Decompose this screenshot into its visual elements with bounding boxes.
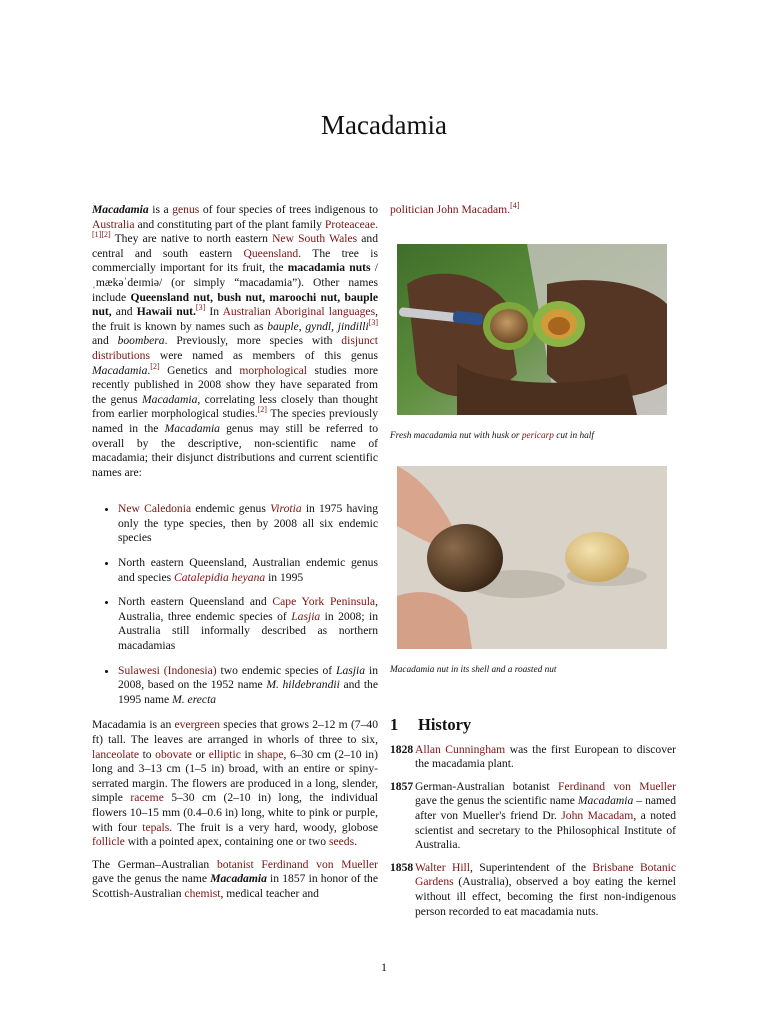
link-follicle[interactable]: follicle [92, 835, 125, 849]
link-allan-cunningham[interactable]: Allan Cunningham [415, 742, 506, 756]
left-column [92, 203, 378, 902]
link-queensland[interactable]: Queensland [243, 246, 299, 260]
ref-3[interactable]: [3] [195, 303, 206, 313]
list-item: • North eastern Queensland and Cape York Peninsula, Australia, three endemic species of Lasjia in 2008; in Australia still informally described as northern macadamias [118, 595, 378, 653]
history-entry-1858: 1858 Walter Hill, Superintendent of the Brisbane Botanic Gardens (Australia), observed a boy eating the kernel without ill effect, becoming the first non-indigenous person recorded to eat macadamia nuts. [390, 860, 677, 918]
link-brisbane-botanic-gardens[interactable]: Brisbane Botanic Gardens [415, 860, 677, 889]
link-walter-hill[interactable]: Walter Hill [415, 860, 471, 874]
link-disjunct-distributions[interactable]: disjunct distributions [92, 334, 379, 362]
link-botanist-mueller[interactable]: botanist Ferdinand von Mueller [216, 857, 378, 871]
ref-1-2[interactable]: [1][2] [92, 230, 111, 240]
page-title: Macadamia [321, 110, 447, 140]
intro-paragraph: Macadamia is a genus of four species of trees indigenous to Australia and constituting part of the plant family Proteaceae.[1][2] They are native to north eastern New South Wales and central and south eastern Queensland. The tree is commercially important for its fruit, the macadamia nuts /ˌmækəˈdeɪmiə/ (or simply “macadamia”). Other names include Queensland nut, bush nut, maroochi nut, bauple nut, and Hawaii nut.[3] In Australian Aboriginal languages, the fruit is known by names such as bauple, gyndl, jindilli[3] and boombera. Previously, more species with disjunct distributions were named as members of this genus Macadamia.[2] Genetics and morphological studies more recently published in 2008 show they have separated from the genus Macadamia, correlating less closely than thought from earlier morphological studies.[2] The species previously named in the Macadamia genus may still be referred to overall by the descriptive, non-scientific name of macadamia; their disjunct distributions and current scientific names are: [92, 203, 379, 479]
link-chemist[interactable]: chemist [184, 886, 221, 900]
link-tepals[interactable]: tepals [142, 820, 170, 834]
term: Macadamia [92, 203, 149, 216]
list-item: • New Caledonia endemic genus Virotia in 1975 having only the type species, then by 2008 all six endemic species [118, 502, 378, 546]
ref-3b[interactable]: [3] [368, 317, 378, 327]
ref-4[interactable]: [4] [510, 201, 520, 211]
list-item: • North eastern Queensland, Australian endemic genus and species Catalepidia heyana in 1995 [118, 556, 378, 585]
link-lasjia[interactable]: Lasjia [291, 609, 321, 623]
link-pericarp[interactable]: pericarp [521, 431, 554, 442]
figure-caption-2: Macadamia nut in its shell and a roasted nut [390, 665, 557, 676]
ref-2b[interactable]: [2] [257, 405, 267, 415]
link-virotia[interactable]: Virotia [270, 502, 302, 516]
link-sulawesi[interactable]: Sulawesi (Indonesia) [118, 663, 217, 677]
link-genus[interactable]: genus [172, 203, 200, 216]
link-ferdinand-von-mueller[interactable]: Ferdinand von Mueller [558, 779, 676, 793]
figure-husk-nut [390, 244, 667, 444]
photo-shell-roasted-nut[interactable] [397, 466, 667, 649]
figure-caption-1: Fresh macadamia nut with husk or pericarp cut in half [390, 431, 594, 442]
link-aboriginal-languages[interactable]: Australian Aboriginal languages [222, 305, 376, 319]
right-column [390, 203, 676, 927]
list-item: • Sulawesi (Indonesia) two endemic species of Lasjia in 2008, based on the 1952 name M. hildebrandii and the 1995 name M. erecta [118, 664, 378, 708]
history-entry-1857: 1857 German-Australian botanist Ferdinand von Mueller gave the genus the scientific name Macadamia – named after von Mueller's friend Dr. John Macadam, a noted scientist and secretary to the Philosophical Institute of Australia. [390, 779, 676, 852]
species-list [92, 502, 378, 707]
link-evergreen[interactable]: evergreen [174, 718, 221, 732]
description-paragraph: Macadamia is an evergreen species that grows 2–12 m (7–40 ft) tall. The leaves are arranged in whorls of three to six, lanceolate to obovate or elliptic in shape, 6–30 cm (2–10 in) long and 3–13 cm (1–5 in) broad, with an entire or spiny-serrated margin. The flowers are produced in a long, slender, simple raceme 5–30 cm (2–10 in) long, the individual flowers 10–15 mm (0.4–0.6 in) long, white to pink or purple, with four tepals. The fruit is a very hard, woody, globose follicle with a pointed apex, containing one or two seeds. [92, 718, 378, 849]
link-john-macadam-2[interactable]: John Macadam [561, 808, 634, 822]
link-raceme[interactable]: raceme [130, 791, 164, 805]
history-entry-1828: 1828 Allan Cunningham was the first European to discover the macadamia plant. [390, 742, 676, 771]
link-new-caledonia[interactable]: New Caledonia [118, 502, 192, 516]
link-new-south-wales[interactable]: New South Wales [272, 232, 358, 246]
link-australia[interactable]: Australia [92, 217, 135, 231]
naming-paragraph: The German–Australian botanist Ferdinand von Mueller gave the genus the name Macadamia in 1857 in honor of the Scottish-Australian chemist, medical teacher and [92, 857, 378, 900]
link-catalepidia[interactable]: Catalepidia heyana [174, 570, 266, 584]
link-morphological[interactable]: morphological [239, 363, 307, 377]
link-lanceolate[interactable]: lanceolate [92, 747, 139, 761]
link-cape-york[interactable]: Cape York Peninsula [272, 595, 376, 609]
link-shape[interactable]: shape [257, 747, 284, 761]
section-heading-history: 1 History [390, 714, 472, 734]
photo-hands-nut[interactable] [397, 244, 667, 415]
page-number: 1 [381, 960, 387, 974]
link-proteaceae[interactable]: Proteaceae. [324, 217, 378, 231]
link-obovate[interactable]: obovate [155, 747, 192, 761]
link-john-macadam[interactable]: politician John Macadam. [390, 203, 511, 216]
figure-shell-roasted [390, 466, 667, 678]
link-elliptic[interactable]: elliptic [208, 747, 241, 761]
ref-2[interactable]: [2] [150, 361, 160, 371]
continued-text [390, 203, 676, 218]
link-seeds[interactable]: seeds [328, 835, 355, 849]
